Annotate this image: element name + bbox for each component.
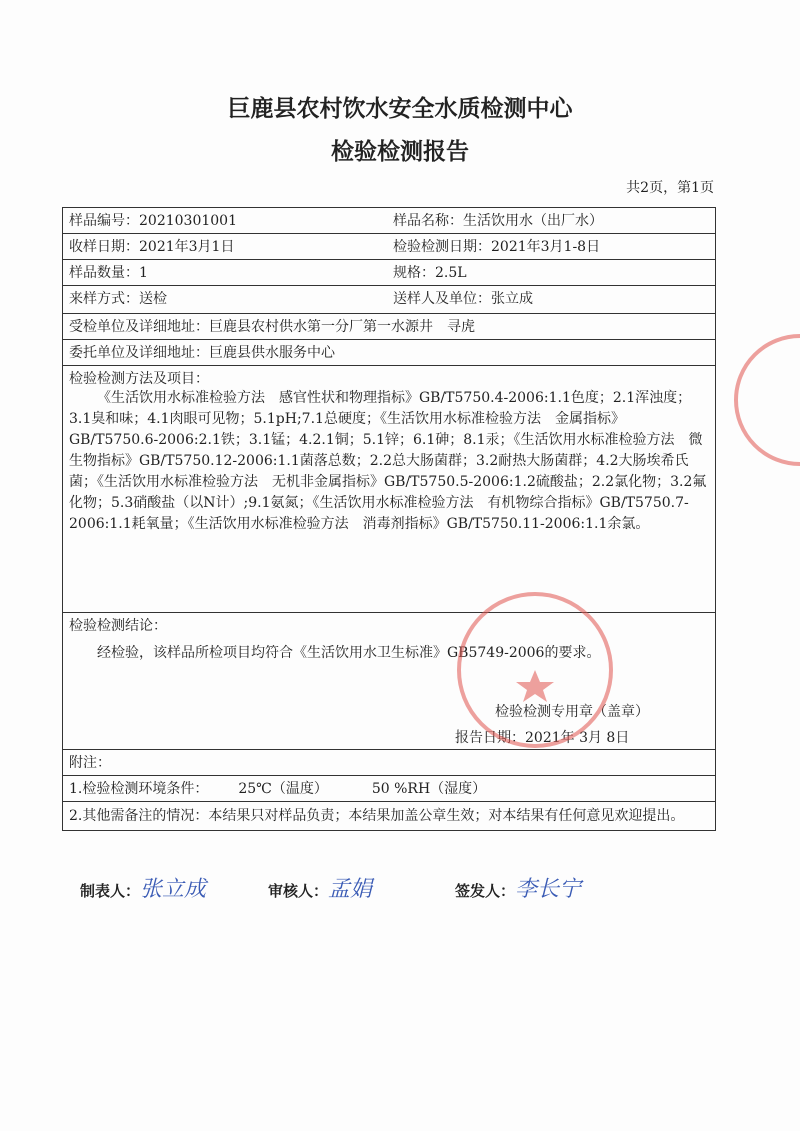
sample-name: 样品名称：生活饮用水（出厂水） xyxy=(387,208,716,234)
inspected-unit: 受检单位及详细地址：巨鹿县农村供水第一分厂第一水源井 寻虎 xyxy=(63,314,716,340)
org-title: 巨鹿县农村饮水安全水质检测中心 xyxy=(227,95,573,122)
issuer-name: 李长宁 xyxy=(515,877,582,902)
temperature: 25℃（温度） xyxy=(238,781,328,797)
spec: 规格：2.5L xyxy=(387,260,716,286)
receive-date: 收样日期：2021年3月1日 xyxy=(63,234,388,260)
reviewer-name: 孟娟 xyxy=(328,877,373,902)
issuer-label: 签发人： xyxy=(455,882,516,900)
report-table xyxy=(62,207,716,831)
env-row xyxy=(63,776,716,802)
maker-name: 张立成 xyxy=(140,877,207,902)
conclusion-cell xyxy=(63,613,716,750)
methods-text: 《生活饮用水标准检验方法 感官性状和物理指标》GB/T5750.4-2006:1.1色度；2.1浑浊度；3.1臭和味；4.1肉眼可见物；5.1pH;7.1总硬度；《生活饮用水标准检验方法 金属指标》GB/T5750.6-2006:2.1铁；3.1锰；4.2.1铜；5.1锌；6.1砷；8.1汞；《生活饮用水标准检验方法 微生物指标》GB/T5750.12-2006:1.1菌落总数；2.2总大肠菌群；3.2耐热大肠菌群；4.2大肠埃希氏菌；《生活饮用水标准检验方法 无机非金属指标》GB/T5750.5-2006:1.2硫酸盐；2.2氯化物；3.2氟化物；5.3硝酸盐（以N计）;9.1氨氮；《生活饮用水标准检验方法 有机物综合指标》GB/T5750.7-2006:1.1耗氧量；《生活饮用水标准检验方法 消毒剂指标》GB/T5750.11-2006:1.1余氯。 xyxy=(69,390,707,532)
conclusion-text: 经检验，该样品所检项目均符合《生活饮用水卫生标准》GB5749-2006的要求。 xyxy=(97,645,601,661)
maker-signature xyxy=(80,872,206,903)
report-title: 检验检测报告 xyxy=(331,138,469,165)
methods-label: 检验检测方法及项目： xyxy=(69,371,209,387)
reviewer-signature xyxy=(268,872,372,903)
sample-no: 样品编号：20210301001 xyxy=(63,208,388,234)
official-stamp-center xyxy=(455,590,615,750)
other-notes: 2.其他需备注的情况：本结果只对样品负责；本结果加盖公章生效；对本结果有任何意见欢迎提出。 xyxy=(63,802,716,831)
notes-label: 附注： xyxy=(63,750,716,776)
methods-cell xyxy=(63,366,716,613)
maker-label: 制表人： xyxy=(80,882,141,900)
reviewer-label: 审核人： xyxy=(268,882,329,900)
client-unit: 委托单位及详细地址：巨鹿县供水服务中心 xyxy=(63,340,716,366)
quantity: 样品数量：1 xyxy=(63,260,388,286)
page-info: 共2页，第1页 xyxy=(626,180,714,196)
stamp-star-icon xyxy=(516,670,554,702)
humidity: 50 %RH（湿度） xyxy=(371,781,487,797)
stamp-note: 检验检测专用章（盖章） xyxy=(495,704,649,720)
issuer-signature xyxy=(455,872,581,903)
conclusion-label: 检验检测结论： xyxy=(69,618,167,634)
env-label: 1.检验检测环境条件： xyxy=(69,781,209,797)
sender: 送样人及单位：张立成 xyxy=(387,286,716,314)
stamp-ring xyxy=(736,336,800,464)
report-date: 报告日期：2021年 3月 8日 xyxy=(455,730,630,746)
test-date: 检验检测日期：2021年3月1-8日 xyxy=(387,234,716,260)
delivery-method: 来样方式：送检 xyxy=(63,286,388,314)
official-stamp-edge xyxy=(730,330,800,470)
